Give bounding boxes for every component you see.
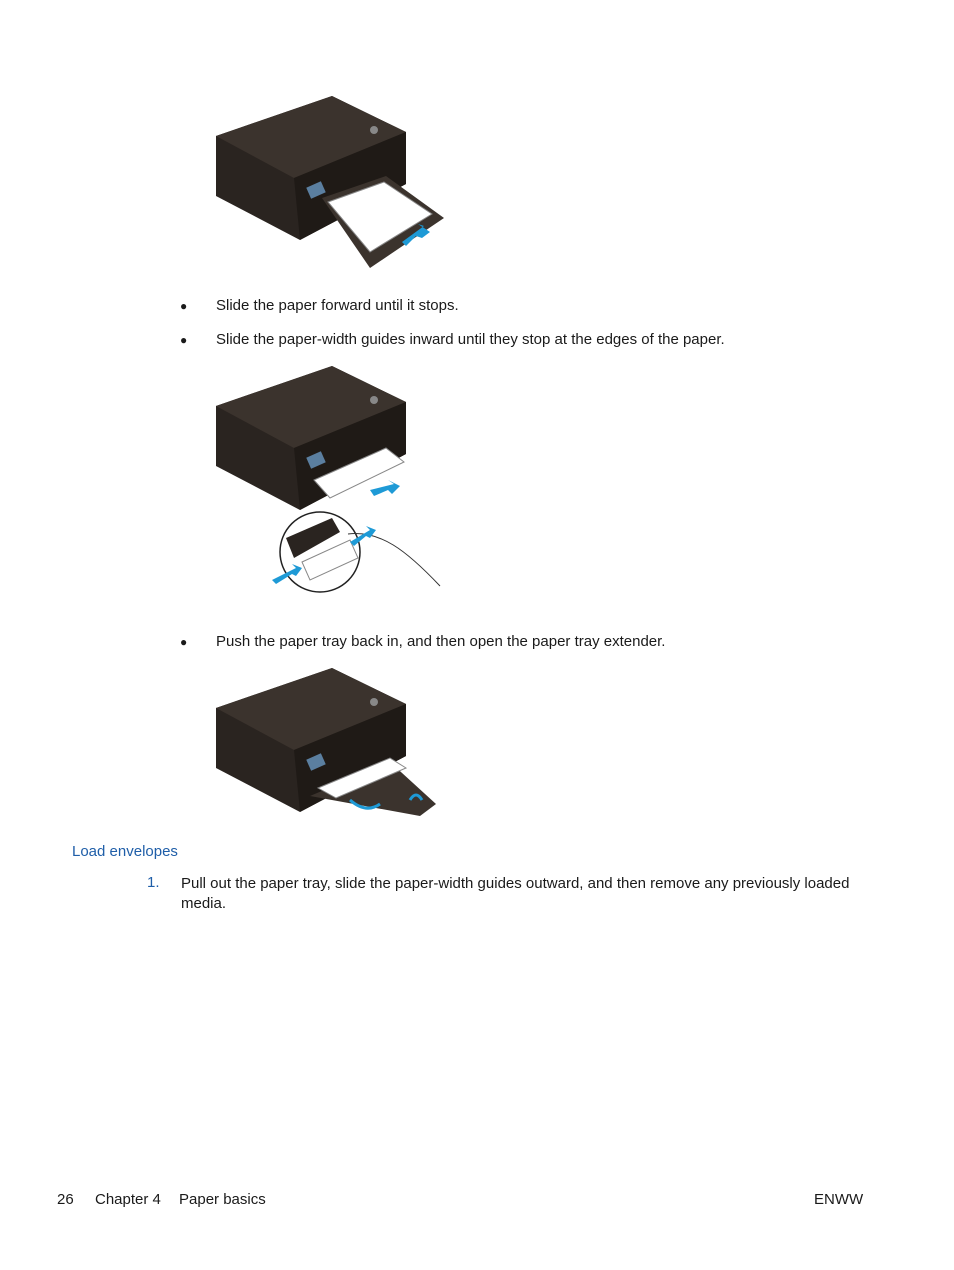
footer-right-label: ENWW [814, 1191, 864, 1208]
footer-chapter: Chapter 4 [95, 1191, 161, 1208]
bullet-dot: ● [180, 635, 188, 649]
section-heading: Load envelopes [72, 843, 178, 860]
bullet-text: Slide the paper-width guides inward until they stop at the edges of the paper. [216, 331, 725, 348]
footer-chapter-title: Paper basics [179, 1191, 266, 1208]
step-number: 1. [147, 874, 160, 891]
printer-illustration-paper-forward [210, 92, 450, 282]
printer-illustration-width-guides [210, 362, 450, 596]
printer-illustration-tray-extender [210, 664, 450, 824]
bullet-text: Slide the paper forward until it stops. [216, 297, 459, 314]
bullet-dot: ● [180, 299, 188, 313]
footer-page-number: 26 [57, 1191, 74, 1208]
step-text: Pull out the paper tray, slide the paper-width guides outward, and then remove any previously loaded media. [181, 875, 850, 912]
bullet-text: Push the paper tray back in, and then open the paper tray extender. [216, 633, 666, 650]
bullet-dot: ● [180, 333, 188, 347]
